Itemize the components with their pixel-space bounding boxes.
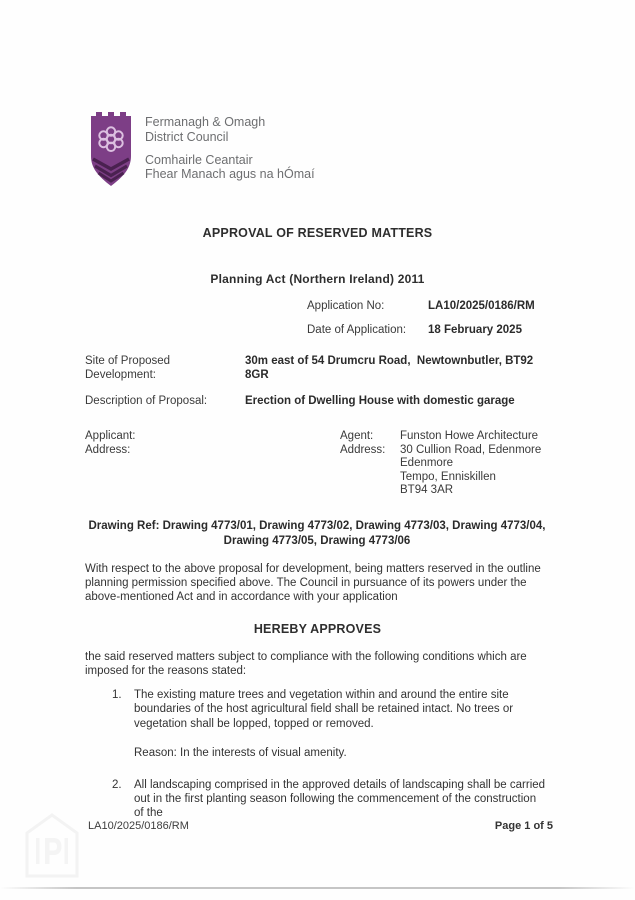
- condition-text: The existing mature trees and vegetation within and around the entire site boundaries of the host agricultural field shall be retained intact. No trees or vegetation shall be lopped, topped or removed.: [134, 689, 514, 730]
- description-row: [85, 395, 557, 409]
- council-name-en-line1: Fermanagh & Omagh: [145, 115, 266, 129]
- agent-values: [400, 430, 560, 498]
- condition-item: [112, 778, 552, 821]
- hereby-approves-heading: HEREBY APPROVES: [253, 622, 382, 636]
- agent-address-line: Edenmore: [400, 457, 454, 470]
- agent-name: Funston Howe Architecture: [400, 430, 539, 442]
- applicant-block: [85, 430, 136, 457]
- agent-address-line: BT94 3AR: [400, 484, 454, 497]
- council-name-ga-line1: Comhairle Ceantair: [145, 152, 253, 167]
- page-footer: [88, 820, 553, 832]
- condition-reason: Reason: In the interests of visual amenity.: [134, 747, 347, 760]
- application-date-label: Date of Application:: [307, 324, 407, 336]
- council-name-ga-line2: Fhear Manach agus na hÓmaí: [145, 167, 315, 182]
- council-crest-icon: [88, 110, 134, 193]
- condition-text: All landscaping comprised in the approved details of landscaping shall be carried out in the first planting season following the commencement of the construction of the: [134, 778, 546, 820]
- footer-reference: LA10/2025/0186/RM: [88, 820, 189, 832]
- application-no-label: Application No:: [307, 300, 385, 312]
- condition-body: [134, 778, 546, 821]
- drawing-ref: Drawing Ref: Drawing 4773/01, Drawing 4773/02, Drawing 4773/03, Drawing 4773/04, Drawing 4773/05, Drawing 4773/06: [88, 520, 546, 547]
- description-value: Erection of Dwelling House with domestic garage: [245, 395, 515, 407]
- description-label: Description of Proposal:: [85, 395, 208, 407]
- agent-block: [340, 430, 560, 498]
- application-meta: [307, 300, 535, 348]
- intro-paragraph: With respect to the above proposal for development, being matters reserved in the outline planning permission specified above. The Council in pursuance of its powers under the above-mentioned Act and in accordance with your application: [85, 563, 541, 604]
- council-name: [145, 110, 315, 193]
- council-logo: [88, 110, 315, 193]
- application-no-row: [307, 300, 535, 312]
- document-title: APPROVAL OF RESERVED MATTERS: [202, 226, 433, 240]
- condition-number: 2.: [112, 778, 122, 791]
- agent-address-label: Address:: [340, 443, 386, 456]
- scan-page-edge: [0, 887, 635, 889]
- site-row: [85, 355, 557, 383]
- agent-labels: [340, 430, 400, 498]
- condition-body: [134, 688, 546, 761]
- agent-address-line: Tempo, Enniskillen: [400, 470, 496, 483]
- agent-address-line: 30 Cullion Road, Edenmore: [400, 443, 542, 456]
- council-name-en-line2: District Council: [145, 129, 229, 144]
- applicant-label: Applicant:: [85, 430, 136, 442]
- application-date-value: 18 February 2025: [428, 324, 522, 336]
- footer-page-indicator: Page 1 of 5: [494, 820, 553, 832]
- conditions-list: [112, 688, 552, 821]
- property-portal-watermark-icon: [24, 812, 80, 885]
- document-subtitle: Planning Act (Northern Ireland) 2011: [210, 272, 425, 286]
- approves-intro-paragraph: the said reserved matters subject to compliance with the following conditions which are imposed for the reasons stated:: [85, 651, 527, 678]
- site-value: 30m east of 54 Drumcru Road, Newtownbutler, BT92 8GR: [245, 355, 537, 381]
- applicant-address-label: Address:: [85, 443, 131, 456]
- agent-label: Agent:: [340, 430, 374, 442]
- condition-item: [112, 688, 552, 761]
- application-no-value: LA10/2025/0186/RM: [428, 300, 535, 312]
- condition-number: 1.: [112, 689, 122, 701]
- site-label: Site of Proposed Development:: [85, 355, 171, 381]
- application-date-row: [307, 324, 535, 336]
